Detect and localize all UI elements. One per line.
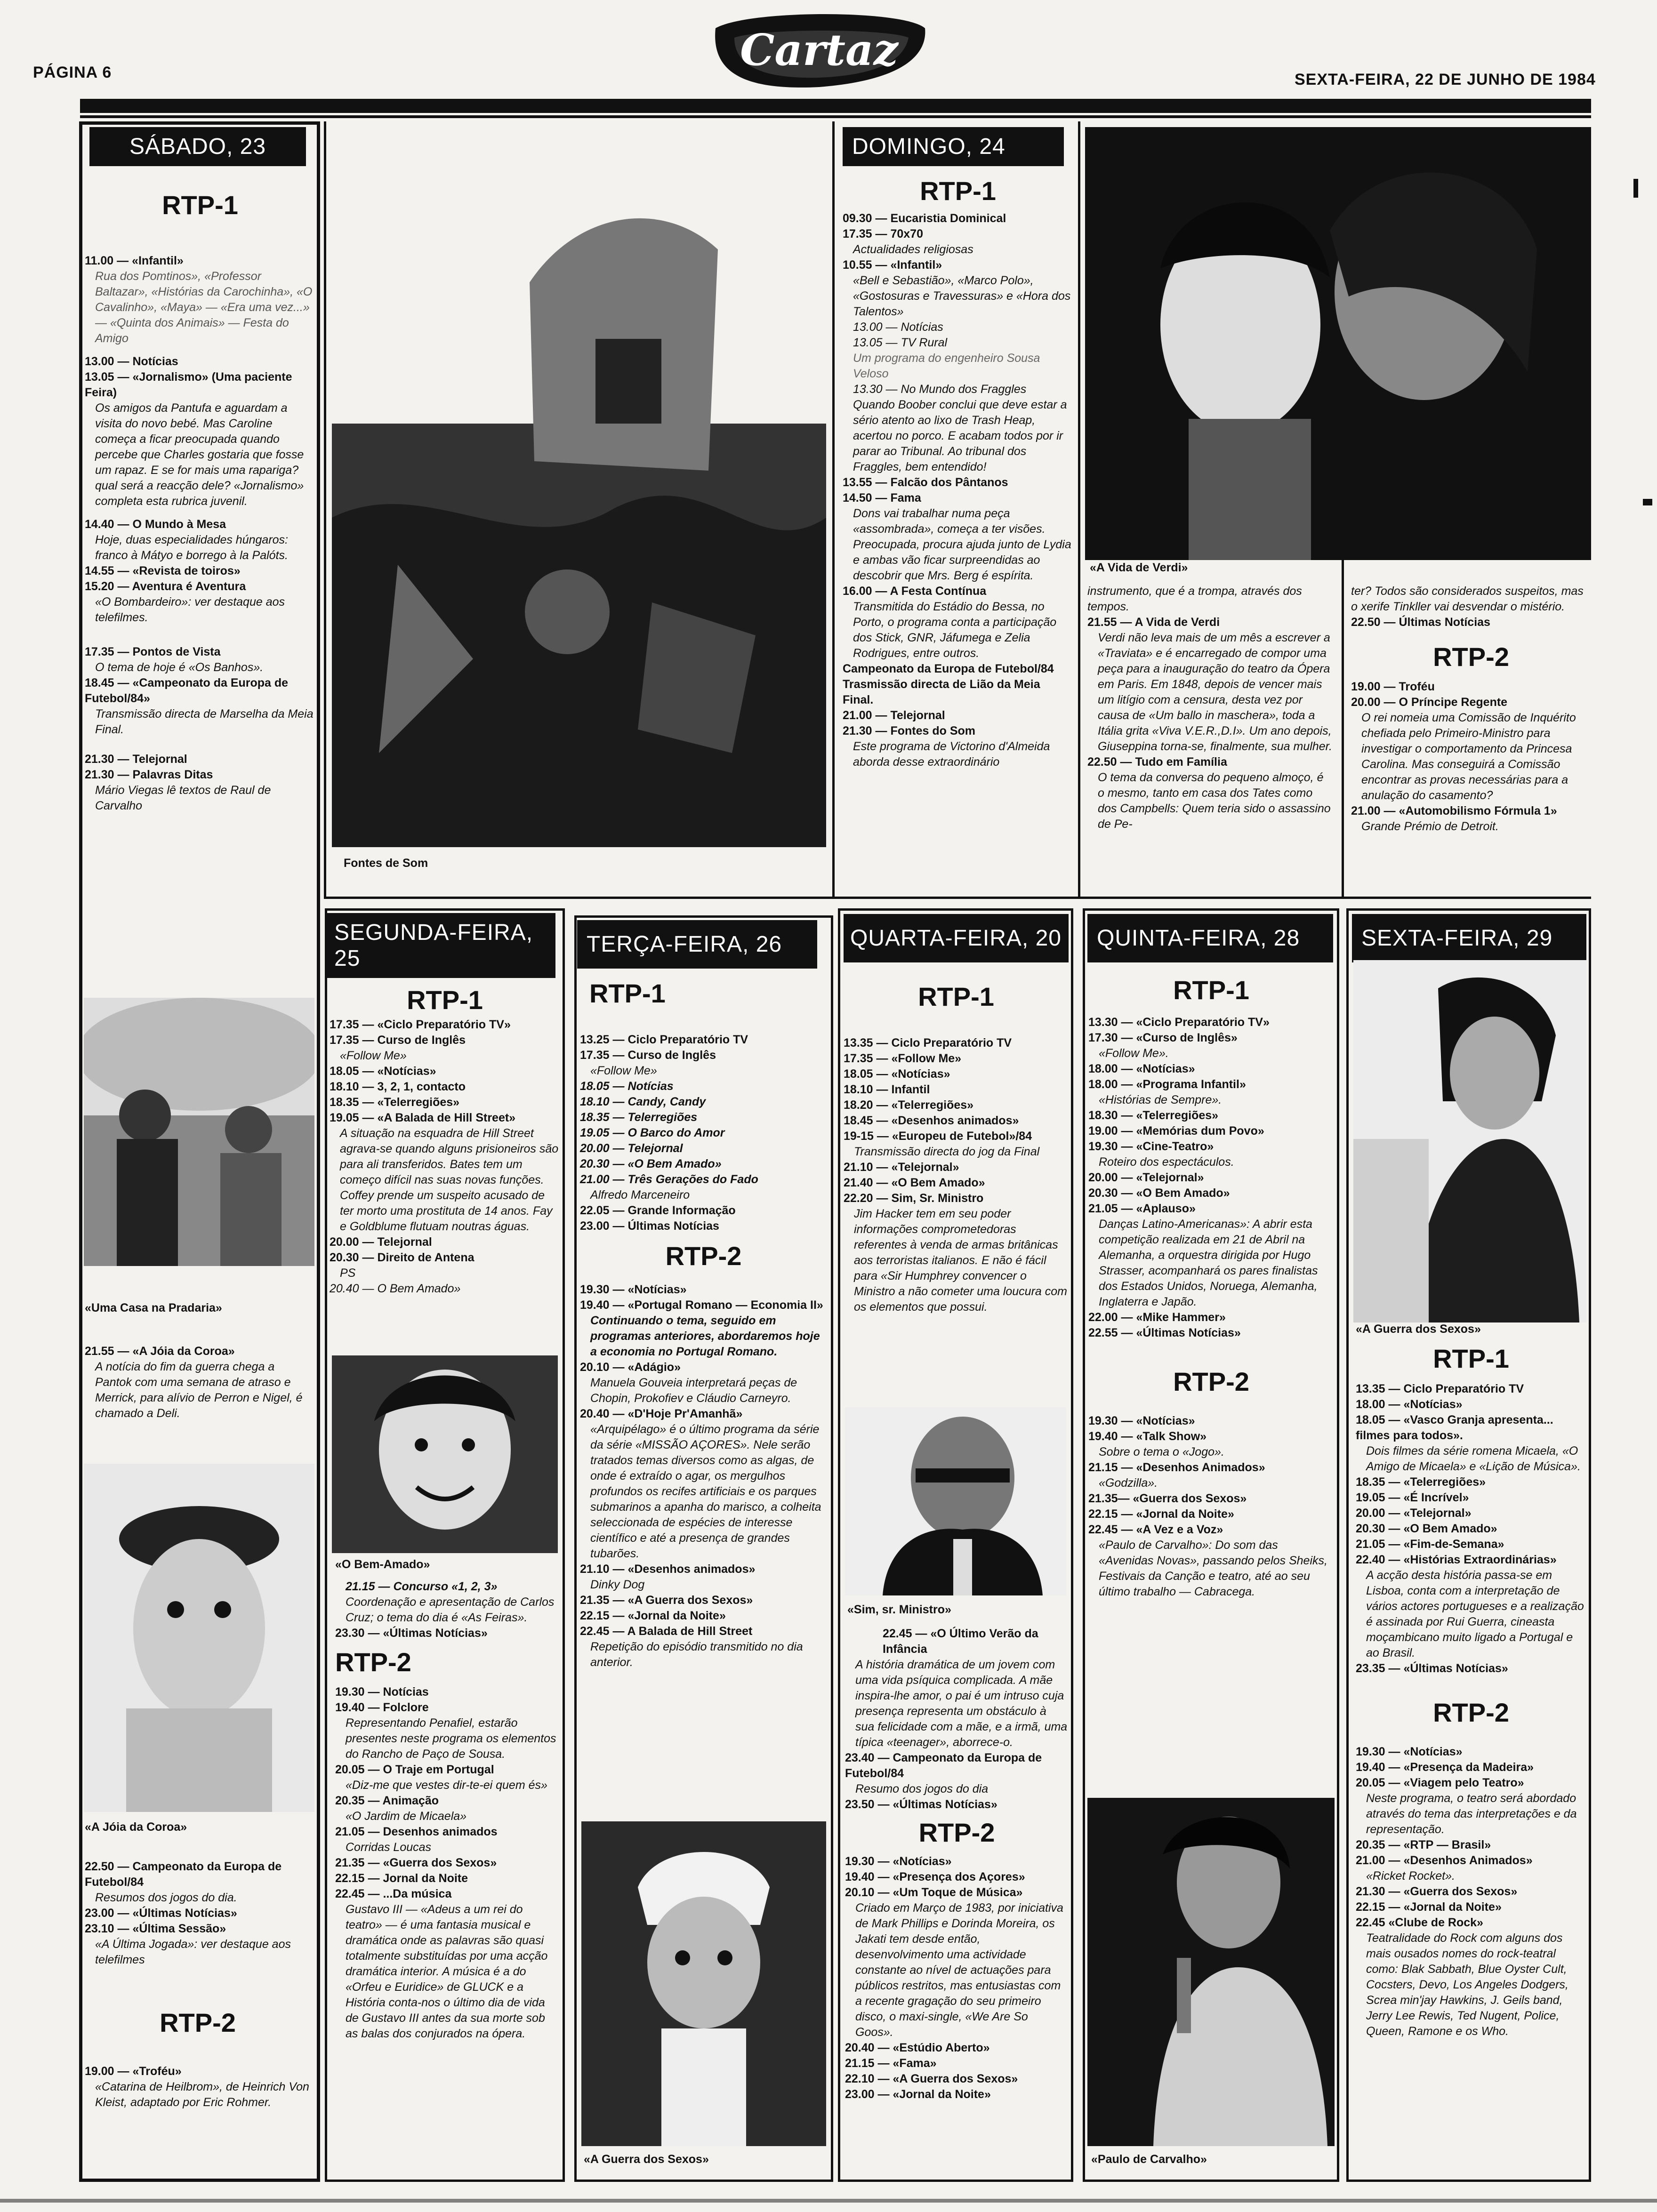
- photo-a-joia-da-coroa: [84, 1464, 314, 1812]
- program-entry: 16.00 — A Festa Contínua: [843, 585, 987, 598]
- program-entry: 22.50 — Últimas Notícias: [1351, 616, 1490, 629]
- program-entry: 19.40 — «Portugal Romano — Economia II»: [580, 1298, 823, 1312]
- program-entry: 22.10 — «A Guerra dos Sexos»: [845, 2072, 1018, 2085]
- program-description: A história dramática de um jovem com uma vida psíquica complicada. A mãe inspira-lhe amor, o pai é um intruso cuja presença representa um obstáculo à sua felicidade com a mãe, e a irmã, uma típica «teenager», aborrece-o.: [855, 1658, 1068, 1749]
- caption-o-bem-amado: «O Bem-Amado»: [335, 1558, 430, 1571]
- domingo-rtp1-continued: [1087, 584, 1332, 832]
- program-entry: 13.30 — «Ciclo Preparatório TV»: [1088, 1016, 1270, 1029]
- program-description: «O Jardim de Micaela»: [346, 1809, 467, 1823]
- program-entry: 23.00 — «Últimas Notícias»: [85, 1907, 237, 1920]
- quinta-rtp1-heading: RTP-1: [1173, 975, 1249, 1005]
- program-description: Dois filmes da série romena Micaela, «O Amigo de Micaela» e «Lição de Música».: [1366, 1444, 1581, 1473]
- program-description: Um programa do engenheiro Sousa Veloso: [853, 352, 1040, 380]
- program-entry: 21.00 — «Automobilismo Fórmula 1»: [1351, 804, 1557, 817]
- program-description: instrumento, que é a trompa, através dos tempos.: [1087, 585, 1302, 613]
- photo-paulo-de-carvalho: [1087, 1798, 1335, 2146]
- program-entry: 13.00 — Notícias: [85, 355, 178, 368]
- quinta-rtp1-programs: [1088, 1015, 1334, 1600]
- segunda-rtp1-programs: [330, 1017, 560, 1297]
- program-entry: 13.00 — Notícias: [853, 321, 943, 334]
- program-entry: 19.30 — «Notícias»: [1356, 1745, 1463, 1758]
- program-description: Teatralidade do Rock com alguns dos mais ousados nomes do rock-teatral como: Blak Sabbath, Blue Oyster Cult, Cocsters, Devo, Los Angeles Dodgers, Screa min'jay Hawkins, J. Geils band, Jerry Lee Rewis, Ted Nugent, Police, Queen, Ramone e os Who.: [1366, 1931, 1569, 2038]
- program-entry: 19.30 — Notícias: [335, 1685, 429, 1699]
- program-entry: 17.35 — «Follow Me»: [844, 1052, 962, 1065]
- edge-mark: [1633, 179, 1638, 198]
- program-entry: 13.30 — No Mundo dos Fraggles: [853, 383, 1027, 396]
- program-description: Mário Viegas lê textos de Raul de Carvalho: [95, 784, 271, 812]
- program-description: Trasmissão directa de Lião da Meia Final.: [843, 678, 1040, 706]
- program-description: «Histórias de Sempre».: [1099, 1093, 1222, 1106]
- program-entry: 18.30 — «Telerregiões»: [1088, 1109, 1219, 1122]
- program-description: Rua dos Pomtinos», «Professor Baltazar», «Histórias da Carochinha», «O Cavalinho», «Maya» — «Era uma vez...» — «Quinta dos Animais» — Festa do Amigo: [95, 270, 313, 345]
- photo-sim-sr-ministro: [845, 1407, 1066, 1595]
- program-entry: 14.55 — «Revista de toiros»: [85, 564, 241, 577]
- sexta-rtp1-programs: [1356, 1381, 1586, 2039]
- program-entry: 18.35 — Telerregiões: [580, 1111, 698, 1124]
- program-entry: 19.05 — «É Incrível»: [1356, 1491, 1469, 1504]
- domingo-rtp2-heading: RTP-2: [1433, 642, 1509, 672]
- program-entry: 20.00 — Telejornal: [580, 1142, 683, 1155]
- segunda-rtp1-heading: RTP-1: [407, 985, 483, 1015]
- photo-o-bem-amado: [332, 1355, 558, 1553]
- program-entry: 18.10 — Candy, Candy: [580, 1095, 706, 1108]
- domingo-rtp1-programs: [843, 211, 1073, 770]
- program-entry: 17.35 — Curso de Inglês: [330, 1034, 466, 1047]
- program-entry: 23.35 — «Últimas Notícias»: [1356, 1662, 1508, 1675]
- sexta-rtp1-heading: RTP-1: [1433, 1344, 1509, 1373]
- program-entry: 20.10 — «Um Toque de Música»: [845, 1885, 1023, 1899]
- program-entry: 18.05 — «Vasco Granja apresenta... filmes para todos».: [1356, 1413, 1553, 1442]
- program-entry: 20.40 — O Bem Amado»: [330, 1282, 461, 1295]
- program-description: Os amigos da Pantufa e aguardam a visita do novo bebé. Mas Caroline começa a ficar preocupada quando percebe que Charles gostaria que fosse um rapaz. E se for mais uma rapariga? qual será a reacção dele? «Jornalismo» completa esta rubrica juvenil.: [95, 401, 304, 508]
- page-number: PÁGINA 6: [33, 64, 112, 81]
- segunda-day-header: SEGUNDA-FEIRA, 25: [325, 913, 555, 978]
- program-description: A situação na esquadra de Hill Street agrava-se quando alguns prisioneiros são para ali transferidos. Bates tem um começo difícil nas suas novas funções. Coffey prende um suspeito acusado de ter morto uma prostituta de 14 anos. Fay e Goldblume flutuam noutras águas.: [340, 1127, 559, 1233]
- column-divider: [324, 121, 326, 898]
- program-description: ter? Todos são considerados suspeitos, mas o xerife Tinkller vai desvendar o mistério.: [1351, 585, 1584, 613]
- program-entry: 20.05 — «Viagem pelo Teatro»: [1356, 1776, 1524, 1789]
- program-description: Neste programa, o teatro será abordado através do tema das interpretações e da representação.: [1366, 1791, 1577, 1836]
- program-description: Criado em Março de 1983, por iniciativa de Mark Phillips e Dorinda Moreira, os Jakati tem desde então, desenvolvimento uma actividade constante ao nível de actuações para públicos restritos, mas entusiastas com a recente gragação do seu primeiro disco, o maxi-single, «We Are So Goos».: [855, 1901, 1063, 2039]
- program-entry: 21.30 — Fontes do Som: [843, 724, 976, 737]
- program-entry: 21.55 — «A Jóia da Coroa»: [85, 1345, 235, 1358]
- program-entry: 18.05 — Notícias: [580, 1080, 674, 1093]
- program-entry: 21.15 — Concurso «1, 2, 3»: [346, 1580, 498, 1593]
- quinta-rtp2-heading: RTP-2: [1173, 1367, 1249, 1396]
- program-entry: 18.35 — «Telerregiões»: [330, 1096, 460, 1109]
- terca-rtp2-heading: RTP-2: [665, 1241, 742, 1271]
- program-description: «Diz-me que vestes dir-te-ei quem és»: [346, 1778, 547, 1792]
- program-entry: 20.35 — Animação: [335, 1794, 439, 1807]
- program-entry: 21.40 — «O Bem Amado»: [844, 1176, 985, 1189]
- program-entry: 18.00 — «Programa Infantil»: [1088, 1078, 1246, 1091]
- terca-rtp1-programs: [580, 1032, 827, 1670]
- program-description: O tema da conversa do pequeno almoço, é o mesmo, tanto em casa dos Tates como dos Campbells: Quem teria sido o assassino de Pe-: [1098, 771, 1331, 831]
- program-entry: 21.05 — «Aplauso»: [1088, 1202, 1196, 1215]
- domingo-column: [843, 127, 1073, 770]
- program-entry: 20.00 — «Telejornal»: [1088, 1171, 1204, 1184]
- program-entry: 22.45 — «A Vez e a Voz»: [1088, 1523, 1223, 1536]
- caption-a-joia-da-coroa: «A Jóia da Coroa»: [85, 1820, 187, 1834]
- program-entry: 20.00 — Telejornal: [330, 1235, 432, 1249]
- program-entry: 22.15 — Jornal da Noite: [335, 1871, 468, 1885]
- program-entry: 21.30 — Palavras Ditas: [85, 768, 213, 781]
- program-entry: 21.15 — «Fama»: [845, 2056, 937, 2070]
- sexta-schedule: [1356, 1341, 1586, 2039]
- program-entry: 17.35 — Curso de Inglês: [580, 1049, 716, 1062]
- column-divider: [1078, 121, 1080, 898]
- program-entry: 21.35 — «Guerra dos Sexos»: [335, 1856, 497, 1869]
- program-entry: 22.45 — «O Último Verão da Infância: [883, 1627, 1038, 1656]
- program-entry: 21.00 — «Desenhos Animados»: [1356, 1853, 1533, 1867]
- program-entry: 19.40 — «Talk Show»: [1088, 1429, 1207, 1443]
- program-entry: 22.50 — Tudo em Família: [1087, 755, 1227, 769]
- program-description: «Bell e Sebastião», «Marco Polo», «Gostosuras e Travessuras» e «Hora dos Talentos»: [853, 274, 1071, 318]
- program-entry: 13.25 — Ciclo Preparatório TV: [580, 1033, 748, 1046]
- program-entry: 20.40 — «D'Hoje Pr'Amanhã»: [580, 1407, 743, 1420]
- program-description: Alfredo Marceneiro: [590, 1188, 690, 1202]
- program-entry: 18.45 — «Desenhos animados»: [844, 1114, 1019, 1127]
- terca-day-header: TERÇA-FEIRA, 26: [577, 920, 817, 969]
- program-description: Actualidades religiosas: [853, 243, 973, 256]
- program-description: Quando Boober conclui que deve estar a sério atento ao lixo de Trash Heap, acertou no porco. E acabam todos por ir parar ao Tribunal. Ao tribunal dos Fraggles, bem entendido!: [853, 398, 1067, 473]
- program-entry: 17.35 — Pontos de Vista: [85, 645, 221, 658]
- program-entry: 14.50 — Fama: [843, 491, 921, 505]
- program-entry: 23.40 — Campeonato da Europa de Futebol/84: [845, 1751, 1042, 1780]
- program-entry: 18.10 — 3, 2, 1, contacto: [330, 1080, 466, 1093]
- program-description: Grande Prémio de Detroit.: [1361, 819, 1499, 833]
- program-entry: 20.05 — O Traje em Portugal: [335, 1763, 494, 1776]
- program-description: A acção desta história passa-se em Lisboa, conta com a interpretação de vários actores portugueses e a realização é assinada por Rui Guerra, cineasta moçambicano muito ligado a Portugal e ao Brasil.: [1366, 1569, 1584, 1659]
- photo-a-guerra-dos-sexos-sexta: [1353, 960, 1586, 1322]
- program-entry: 21.30 — Telejornal: [85, 753, 187, 766]
- program-entry: 22.50 — Campeonato da Europa de Futebol/84: [85, 1860, 282, 1889]
- program-entry: 20.30 — «O Bem Amado»: [580, 1157, 722, 1170]
- program-entry: 19.40 — «Presença da Madeira»: [1356, 1760, 1534, 1774]
- program-entry: 13.05 — «Jornalismo» (Uma paciente Feira): [85, 370, 292, 399]
- caption-fontes-de-som: Fontes de Som: [344, 857, 428, 870]
- domingo-rtp1-end: [1351, 584, 1591, 834]
- program-entry: 19.00 — «Troféu»: [85, 2064, 182, 2078]
- program-description: «Arquipélago» é o último programa da série da série «MISSÃO AÇORES». Nele serão tratados temas diversos como as algas, de onde é extraído o agar, os mergulhos profundos os recifes artificiais e os parques submarinos a apanha do marisco, a colheita seleccionada de espécies de interesse científico e até a presença de grandes tubarões.: [590, 1422, 821, 1560]
- program-description: Resumos dos jogos do dia.: [95, 1891, 237, 1904]
- program-entry: 21.55 — A Vida de Verdi: [1087, 616, 1220, 629]
- terca-column: [580, 920, 827, 1670]
- program-entry: 22.15 — «Jornal da Noite»: [1088, 1507, 1234, 1521]
- program-description: «Godzilla».: [1099, 1476, 1158, 1490]
- program-entry: 22.20 — Sim, Sr. Ministro: [844, 1192, 984, 1205]
- program-entry: 20.10 — «Adágio»: [580, 1360, 681, 1374]
- quarta-day-header: QUARTA-FEIRA, 20: [844, 914, 1069, 962]
- edge-mark: [1643, 499, 1652, 505]
- quinta-day-header: QUINTA-FEIRA, 28: [1087, 914, 1333, 962]
- program-entry: 21.30 — «Guerra dos Sexos»: [1356, 1884, 1518, 1898]
- program-entry: 21.10 — «Telejornal»: [844, 1161, 959, 1174]
- program-entry: 20.30 — «O Bem Amado»: [1356, 1522, 1497, 1535]
- program-entry: 21.35 — «A Guerra dos Sexos»: [580, 1593, 753, 1607]
- program-description: Verdi não leva mais de um mês a escrever a «Traviata» e é encarregado de compor uma peça para a inauguração do teatro da Ópera em Paris. Em 1848, depois de vencer mais um litígio com a censura, desta vez por causa de «Um ballo in maschera», toda a Itália grita «Viva V.E.R.,D.I». Um ano depois, Giuseppina torna-se, finalmente, sua mulher.: [1098, 631, 1332, 753]
- program-entry: Campeonato da Europa de Futebol/84: [843, 662, 1054, 675]
- program-description: Representando Penafiel, estarão presentes neste programa os elementos do Rancho de Paço de Sousa.: [346, 1716, 556, 1761]
- program-description: A notícia do fim da guerra chega a Pantok com uma semana de atraso e Merrick, para alívio de Perron e Nigel, é chamado a Deli.: [95, 1360, 303, 1420]
- program-entry: 19.00 — «Memórias dum Povo»: [1088, 1124, 1264, 1138]
- program-description: «Follow Me»: [340, 1049, 407, 1062]
- program-entry: 22.55 — «Últimas Notícias»: [1088, 1326, 1241, 1339]
- sabado-rtp1-heading: RTP-1: [162, 190, 238, 220]
- program-entry: 19.05 — «A Balada de Hill Street»: [330, 1111, 516, 1124]
- program-entry: 20.30 — «O Bem Amado»: [1088, 1186, 1230, 1200]
- program-entry: 18.10 — Infantil: [844, 1083, 930, 1096]
- program-entry: 17.35 — «Ciclo Preparatório TV»: [330, 1018, 511, 1031]
- sabado-day-header: SÁBADO, 23: [89, 127, 306, 166]
- header-rule: [80, 99, 1591, 113]
- program-entry: 18.00 — «Notícias»: [1088, 1062, 1195, 1075]
- program-entry: 23.50 — «Últimas Notícias»: [845, 1798, 997, 1811]
- program-entry: 13.05 — TV Rural: [853, 336, 948, 349]
- quarta-rtp2-heading: RTP-2: [918, 1818, 995, 1847]
- program-entry: 13.35 — Ciclo Preparatório TV: [844, 1036, 1012, 1050]
- program-entry: 18.20 — «Telerregiões»: [844, 1098, 974, 1112]
- program-entry: 22.45 — ...Da música: [335, 1887, 452, 1900]
- program-entry: 23.00 — Últimas Notícias: [580, 1219, 719, 1233]
- bottom-edge: [0, 2199, 1657, 2203]
- program-description: Dons vai trabalhar numa peça «assombrada», começa a ter visões. Preocupada, procura ajuda junto de Lydia e ambas vão ficar surpreendidas ao descobrir que Mrs. Berg é espírita.: [853, 507, 1071, 582]
- program-entry: 09.30 — Eucaristia Dominical: [843, 212, 1006, 225]
- program-entry: 19.30 — «Notícias»: [580, 1282, 687, 1296]
- program-entry: 19.30 — «Cine-Teatro»: [1088, 1140, 1214, 1153]
- program-entry: 22.15 — «Jornal da Noite»: [580, 1609, 726, 1622]
- quarta-rtp1-programs: [844, 1035, 1069, 1315]
- program-description: Hoje, duas especialidades húngaros: franco à Mátyo e borrego à la Palóts.: [95, 533, 288, 562]
- sexta-rtp2-heading: RTP-2: [1433, 1698, 1509, 1727]
- program-entry: 18.35 — «Telerregiões»: [1356, 1475, 1486, 1489]
- program-entry: 18.00 — «Notícias»: [1356, 1398, 1463, 1411]
- section-rule: [324, 897, 1591, 899]
- program-entry: 23.00 — «Jornal da Noite»: [845, 2087, 991, 2101]
- program-entry: 22.00 — «Mike Hammer»: [1088, 1311, 1226, 1324]
- program-entry: 20.00 — O Príncipe Regente: [1351, 695, 1508, 709]
- program-entry: 14.40 — O Mundo à Mesa: [85, 518, 226, 531]
- program-entry: 19.30 — «Notícias»: [1088, 1414, 1195, 1427]
- program-entry: 20.00 — «Telejornal»: [1356, 1507, 1472, 1520]
- quarta-rtp1-late: [845, 1626, 1069, 2102]
- program-description: Continuando o tema, seguido em programas anteriores, abordaremos hoje a economia no Portugal Romano.: [590, 1314, 820, 1358]
- program-entry: 17.30 — «Curso de Inglês»: [1088, 1031, 1238, 1044]
- sabado-column: [85, 127, 315, 814]
- program-entry: 23.30 — «Últimas Notícias»: [335, 1627, 488, 1640]
- program-entry: 21.00 — Três Gerações do Fado: [580, 1173, 758, 1186]
- program-description: «Follow Me».: [1099, 1047, 1169, 1060]
- program-description: «Ricket Rocket».: [1366, 1869, 1455, 1883]
- segunda-rtp2-heading: RTP-2: [335, 1647, 411, 1677]
- program-description: Gustavo III — «Adeus a um rei do teatro» — é uma fantasia musical e dramática onde as palavras são quasi totalmente substituídas por uma acção dramática interior. A música é a do «Orfeu e Euridice» de GLUCK e a História conta-nos o último dia de vida de Gustavo III antes da sua morte sob as balas dos conjurados na ópera.: [346, 1902, 548, 2040]
- program-entry: 18.05 — «Notícias»: [330, 1065, 436, 1078]
- program-entry: 21.00 — Telejornal: [843, 709, 945, 722]
- caption-paulo-de-carvalho: «Paulo de Carvalho»: [1091, 2153, 1207, 2166]
- program-description: O rei nomeia uma Comissão de Inquérito chefiada pelo Primeiro-Ministro para investigar o comportamento da Princesa Carolina. Mas conseguirá a Comissão encontrar as provas necessárias para a anulação do casamento?: [1361, 711, 1576, 802]
- caption-uma-casa-na-pradaria: «Uma Casa na Pradaria»: [85, 1301, 222, 1314]
- program-entry: 19-15 — «Europeu de Futebol»/84: [844, 1130, 1032, 1143]
- photo-fontes-de-som: [332, 141, 826, 847]
- program-description: «Paulo de Carvalho»: Do som das «Avenidas Novas», passando pelos Sheiks, Festivais da Canção e teatro, até ao seu último trabalho — Cabracega.: [1099, 1538, 1327, 1598]
- caption-a-guerra-dos-sexos-terca: «A Guerra dos Sexos»: [584, 2153, 709, 2166]
- program-description: «O Bombardeiro»: ver destaque aos telefilmes.: [95, 595, 285, 624]
- photo-a-guerra-dos-sexos-terca: [581, 1821, 826, 2146]
- caption-a-guerra-dos-sexos-sexta: «A Guerra dos Sexos»: [1356, 1322, 1481, 1336]
- column-divider: [1342, 560, 1344, 899]
- program-description: Este programa de Victorino d'Almeida aborda desse extraordinário: [853, 740, 1050, 769]
- program-entry: 21.15 — «Desenhos Animados»: [1088, 1460, 1265, 1474]
- program-entry: 13.35 — Ciclo Preparatório TV: [1356, 1382, 1524, 1395]
- program-description: Dinky Dog: [590, 1578, 645, 1591]
- program-description: Transmitida do Estádio do Bessa, no Porto, o programa conta a participação dos Stick, GNR, Jáfumega e Zelia Rodrigues, entre outros.: [853, 600, 1057, 660]
- sexta-day-header: SEXTA-FEIRA, 29: [1352, 914, 1586, 962]
- program-entry: 22.15 — «Jornal da Noite»: [1356, 1900, 1502, 1914]
- terca-rtp1-heading: RTP-1: [589, 978, 666, 1008]
- quinta-column: [1088, 914, 1334, 1600]
- program-description: Corridas Loucas: [346, 1840, 432, 1854]
- segunda-column: [330, 913, 560, 1297]
- program-description: Repetição do episódio transmitido no dia anterior.: [590, 1640, 803, 1669]
- program-entry: 19.30 — «Notícias»: [845, 1854, 952, 1868]
- program-description: «Catarina de Heilbrom», de Heinrich Von Kleist, adaptado por Eric Rohmer.: [95, 2080, 309, 2109]
- program-description: Jim Hacker tem em seu poder informações comprometedoras referentes à venda de armas britânicas aos terroristas italianos. E não é fácil para «Sir Humphrey convencer o Ministro a não cometer uma loucura com os elementos que possui.: [854, 1207, 1067, 1314]
- program-description: Coordenação e apresentação de Carlos Cruz; o tema do dia é «As Feiras».: [346, 1595, 555, 1624]
- program-entry: 20.40 — «Estúdio Aberto»: [845, 2041, 990, 2054]
- program-description: Sobre o tema o «Jogo».: [1099, 1445, 1224, 1459]
- program-entry: 19.40 — Folclore: [335, 1700, 429, 1714]
- caption-a-vida-de-verdi: «A Vida de Verdi»: [1090, 561, 1188, 574]
- column-divider: [832, 121, 835, 898]
- program-entry: 11.00 — «Infantil»: [85, 254, 184, 267]
- program-entry: 22.45 — A Balada de Hill Street: [580, 1624, 753, 1638]
- program-description: Roteiro dos espectáculos.: [1099, 1155, 1234, 1169]
- sabado-rtp1-evening: [85, 1344, 311, 1421]
- program-description: Manuela Gouveia interpretará peças de Chopin, Prokofiev e Cláudio Carneyro.: [590, 1376, 797, 1405]
- program-entry: 22.40 — «Histórias Extraordinárias»: [1356, 1553, 1557, 1566]
- quarta-rtp1-heading: RTP-1: [918, 982, 994, 1011]
- program-entry: 21.05 — «Fim-de-Semana»: [1356, 1538, 1504, 1551]
- sabado-rtp1-late: [85, 1859, 311, 2110]
- program-entry: 19.05 — O Barco do Amor: [580, 1126, 725, 1139]
- program-entry: 18.45 — «Campeonato da Europa de Futebol/84»: [85, 676, 289, 705]
- program-entry: 18.05 — «Notícias»: [844, 1067, 950, 1081]
- sexta-column: [1352, 914, 1586, 962]
- program-description: Resumo dos jogos do dia: [855, 1782, 989, 1795]
- caption-sim-sr-ministro: «Sim, sr. Ministro»: [847, 1603, 951, 1616]
- program-description: «Follow Me»: [590, 1064, 657, 1077]
- program-entry: 19.00 — Troféu: [1351, 680, 1435, 693]
- photo-uma-casa-na-pradaria: [84, 998, 314, 1266]
- program-entry: 10.55 — «Infantil»: [843, 258, 942, 272]
- program-entry: 23.10 — «Última Sessão»: [85, 1922, 226, 1935]
- header-rule-thin: [80, 115, 1591, 118]
- photo-a-vida-de-verdi: [1085, 127, 1591, 560]
- program-entry: 21.35— «Guerra dos Sexos»: [1088, 1491, 1247, 1505]
- program-entry: 20.35 — «RTP — Brasil»: [1356, 1838, 1491, 1851]
- program-entry: 13.55 — Falcão dos Pântanos: [843, 476, 1008, 489]
- masthead-text: Cartaz: [740, 24, 898, 75]
- program-description: Transmissão directa de Marselha da Meia Final.: [95, 707, 314, 736]
- program-description: Transmissão directa do jog da Final: [854, 1145, 1040, 1158]
- program-description: O tema de hoje é «Os Banhos».: [95, 661, 264, 674]
- program-entry: 21.10 — «Desenhos animados»: [580, 1562, 756, 1576]
- program-description: PS: [340, 1266, 356, 1280]
- quarta-column: [844, 914, 1069, 1315]
- sabado-rtp2-heading: RTP-2: [160, 2008, 236, 2037]
- sabado-rtp1-programs: [85, 253, 315, 814]
- program-entry: 15.20 — Aventura é Aventura: [85, 580, 246, 593]
- program-entry: 22.05 — Grande Informação: [580, 1204, 736, 1217]
- program-entry: 20.30 — Direito de Antena: [330, 1251, 475, 1264]
- program-description: Danças Latino-Americanas»: A abrir esta competição realizada em 21 de Abril na Alemanha, a orquestra dirigida por Hugo Strasser, acompanhará os pares finalistas dos Estados Unidos, Noruega, Alemanha, Inglaterra e Japão.: [1099, 1218, 1318, 1308]
- issue-date: SEXTA-FEIRA, 22 DE JUNHO DE 1984: [1295, 71, 1596, 88]
- domingo-rtp1-heading: RTP-1: [920, 176, 996, 206]
- program-entry: 22.45 «Clube de Rock»: [1356, 1915, 1483, 1929]
- program-entry: 21.05 — Desenhos animados: [335, 1825, 498, 1838]
- masthead-logo: [706, 9, 932, 94]
- segunda-rtp1-late: [335, 1579, 559, 2042]
- program-description: «A Última Jogada»: ver destaque aos telefilmes: [95, 1938, 291, 1966]
- program-entry: 19.40 — «Presença dos Açores»: [845, 1870, 1025, 1883]
- domingo-day-header: DOMINGO, 24: [843, 127, 1064, 166]
- program-entry: 17.35 — 70x70: [843, 227, 923, 240]
